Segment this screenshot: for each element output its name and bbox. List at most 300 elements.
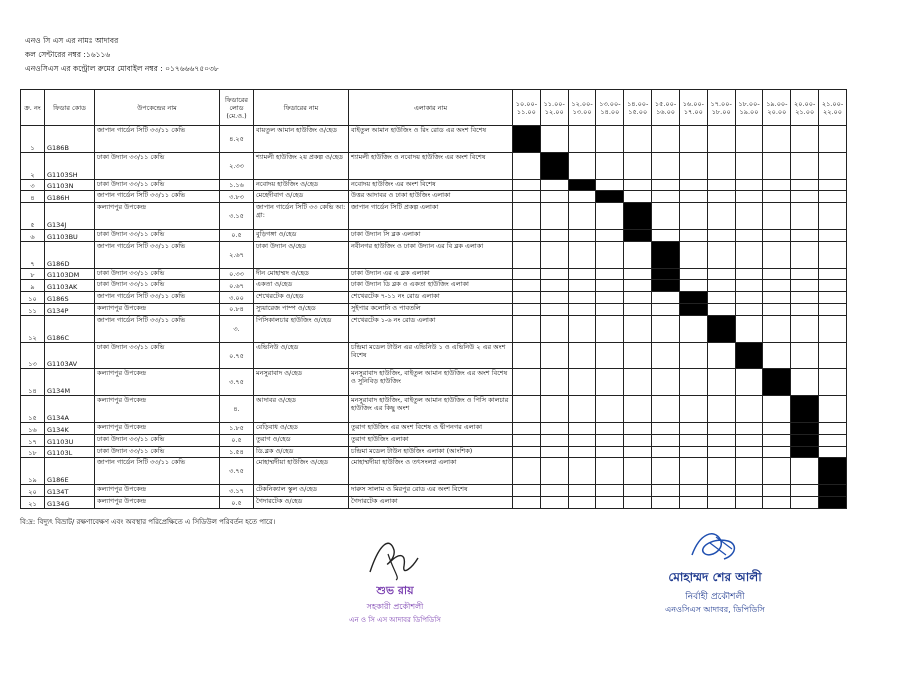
schedule-slot-cell: [707, 203, 735, 230]
schedule-slot-cell: [513, 396, 541, 423]
schedule-slot-cell: [763, 203, 791, 230]
substation-cell: কল্যাণপুর উপকেন্দ্র: [95, 369, 220, 396]
substation-cell: কল্যাণপুর উপকেন্দ্র: [95, 497, 220, 509]
schedule-slot-cell: [540, 304, 568, 316]
schedule-slot-cell: [763, 268, 791, 280]
schedule-slot-cell: [735, 485, 763, 497]
table-row: [21, 342, 847, 369]
schedule-slot-cell: [568, 434, 596, 446]
serial-cell: ১২: [21, 315, 45, 342]
schedule-slot-cell: [791, 315, 819, 342]
schedule-slot-cell: [624, 458, 652, 485]
signatory-designation: নির্বাহী প্রকৌশলী: [685, 592, 745, 602]
schedule-slot-cell: [763, 396, 791, 423]
schedule-slot-cell: [624, 179, 652, 191]
schedule-slot-cell: [568, 342, 596, 369]
schedule-slot-cell: [624, 342, 652, 369]
schedule-slot-cell: [540, 191, 568, 203]
schedule-slot-cell: [819, 229, 847, 241]
feeder-load-cell: ০.৩৩: [220, 268, 254, 280]
schedule-slot-cell: [735, 179, 763, 191]
shedding-slot-filled: [513, 126, 541, 153]
header-slot: ১৪.০০- ১৫.০০: [624, 90, 652, 126]
schedule-slot-cell: [763, 229, 791, 241]
schedule-slot-cell: [763, 315, 791, 342]
schedule-slot-cell: [513, 203, 541, 230]
table-row: [21, 304, 847, 316]
schedule-slot-cell: [513, 292, 541, 304]
serial-cell: ২০: [21, 485, 45, 497]
feeder-load-cell: ০.৭৫: [220, 342, 254, 369]
schedule-slot-cell: [652, 229, 680, 241]
header-area-name: এলাকার নাম: [349, 90, 513, 126]
feeder-load-cell: ১.৮৫: [220, 422, 254, 434]
schedule-slot-cell: [596, 434, 624, 446]
table-row: [21, 152, 847, 179]
header-slot: ১৯.০০- ২০.০০: [763, 90, 791, 126]
schedule-slot-cell: [819, 396, 847, 423]
schedule-slot-cell: [540, 315, 568, 342]
schedule-slot-cell: [596, 342, 624, 369]
feeder-code-cell: G1103DM: [45, 268, 95, 280]
substation-cell: ঢাকা উদ্যান ৩৩/১১ কেভি: [95, 268, 220, 280]
substation-cell: ঢাকা উদ্যান ৩৩/১১ কেভি: [95, 229, 220, 241]
schedule-slot-cell: [679, 485, 707, 497]
schedule-slot-cell: [652, 126, 680, 153]
feeder-load-cell: ০.৮৪: [220, 304, 254, 316]
feeder-code-cell: G186C: [45, 315, 95, 342]
header-slot: ১০.০০- ১১.০০: [513, 90, 541, 126]
schedule-slot-cell: [596, 268, 624, 280]
handwritten-signature: [360, 532, 430, 582]
schedule-slot-cell: [596, 315, 624, 342]
schedule-slot-cell: [652, 203, 680, 230]
schedule-slot-cell: [568, 396, 596, 423]
schedule-slot-cell: [679, 497, 707, 509]
schedule-slot-cell: [568, 315, 596, 342]
feeder-name-cell: জাপান গার্ডেন সিটি ৩৩ কেভি আ: গ্রা:: [254, 203, 349, 230]
schedule-slot-cell: [568, 241, 596, 268]
schedule-slot-cell: [679, 229, 707, 241]
feeder-load-cell: ৩.৭৫: [220, 458, 254, 485]
schedule-slot-cell: [819, 203, 847, 230]
header-control-room: এনওসিএস এর কন্ট্রোল রুমের মোবাইল নম্বর : ০১৭৬৬৬৭৫০৩৮: [25, 64, 219, 73]
signatory-office: এন ও সি এস আদাবর ডিপিডিসি: [349, 616, 441, 624]
schedule-slot-cell: [596, 126, 624, 153]
schedule-slot-cell: [596, 280, 624, 292]
feeder-code-cell: G1103BU: [45, 229, 95, 241]
area-name-cell: শেখেরটেক ৭-১১ নং রোড এলাকা: [349, 292, 513, 304]
schedule-slot-cell: [735, 280, 763, 292]
feeder-name-cell: দীন মোহাম্মদ ও/হেড: [254, 268, 349, 280]
schedule-slot-cell: [819, 152, 847, 179]
schedule-slot-cell: [540, 241, 568, 268]
schedule-slot-cell: [540, 342, 568, 369]
schedule-slot-cell: [763, 497, 791, 509]
schedule-slot-cell: [568, 369, 596, 396]
feeder-code-cell: G1103SH: [45, 152, 95, 179]
header-slot: ১৮.০০- ১৯.০০: [735, 90, 763, 126]
schedule-slot-cell: [735, 446, 763, 458]
schedule-slot-cell: [652, 342, 680, 369]
feeder-name-cell: টেকনিক্যাল স্কুল ও/হেড: [254, 485, 349, 497]
schedule-slot-cell: [652, 497, 680, 509]
serial-cell: ৬: [21, 229, 45, 241]
schedule-slot-cell: [819, 369, 847, 396]
schedule-slot-cell: [735, 126, 763, 153]
area-name-cell: দারুস সালাম ও মিরপুর রোড এর অংশ বিশেষ: [349, 485, 513, 497]
substation-cell: ঢাকা উদ্যান ৩৩/১১ কেভি: [95, 434, 220, 446]
feeder-name-cell: ডি.ব্লক ও/হেড: [254, 446, 349, 458]
schedule-slot-cell: [596, 497, 624, 509]
serial-cell: ৫: [21, 203, 45, 230]
schedule-slot-cell: [540, 126, 568, 153]
schedule-slot-cell: [540, 485, 568, 497]
schedule-slot-cell: [707, 446, 735, 458]
feeder-name-cell: বুড়িগঙ্গা ও/হেড: [254, 229, 349, 241]
schedule-slot-cell: [624, 126, 652, 153]
schedule-slot-cell: [707, 485, 735, 497]
shedding-slot-filled: [679, 292, 707, 304]
schedule-slot-cell: [513, 280, 541, 292]
schedule-slot-cell: [624, 292, 652, 304]
schedule-slot-cell: [624, 152, 652, 179]
shedding-slot-filled: [707, 315, 735, 342]
schedule-slot-cell: [568, 268, 596, 280]
schedule-slot-cell: [624, 446, 652, 458]
schedule-slot-cell: [819, 315, 847, 342]
schedule-slot-cell: [791, 497, 819, 509]
feeder-load-cell: ০.৬৭: [220, 280, 254, 292]
schedule-slot-cell: [540, 434, 568, 446]
header-slot: ১৭.০০- ১৮.০০: [707, 90, 735, 126]
serial-cell: ৮: [21, 268, 45, 280]
feeder-load-cell: ১.৫৪: [220, 446, 254, 458]
serial-cell: ১৮: [21, 446, 45, 458]
schedule-slot-cell: [791, 268, 819, 280]
schedule-slot-cell: [513, 369, 541, 396]
schedule-slot-cell: [707, 179, 735, 191]
schedule-slot-cell: [791, 369, 819, 396]
substation-cell: কল্যাণপুর উপকেন্দ্র: [95, 203, 220, 230]
shedding-slot-filled: [819, 458, 847, 485]
area-name-cell: বাইতুল আমান হাউজিং ও রিং রোড এর অংশ বিশেষ: [349, 126, 513, 153]
header-feeder-name: ফিডারের নাম: [254, 90, 349, 126]
schedule-slot-cell: [819, 126, 847, 153]
serial-cell: ২১: [21, 497, 45, 509]
schedule-slot-cell: [568, 485, 596, 497]
shedding-slot-filled: [652, 280, 680, 292]
schedule-slot-cell: [679, 434, 707, 446]
schedule-slot-cell: [819, 280, 847, 292]
feeder-load-cell: ৩.০০: [220, 292, 254, 304]
schedule-slot-cell: [568, 446, 596, 458]
signatory-designation: সহকারী প্রকৌশলী: [366, 602, 424, 611]
feeder-code-cell: G186B: [45, 126, 95, 153]
substation-cell: ঢাকা উদ্যান ৩৩/১১ কেভি: [95, 342, 220, 369]
schedule-slot-cell: [652, 369, 680, 396]
feeder-name-cell: স্যুয়ারেজ পাম্প ও/হেড: [254, 304, 349, 316]
signature-block-assistant-engineer: [315, 532, 475, 626]
signatory-office: এনওসিএস আদাবর, ডিপিডিসি: [665, 605, 765, 614]
shedding-slot-filled: [624, 229, 652, 241]
table-row: [21, 497, 847, 509]
schedule-slot-cell: [652, 191, 680, 203]
serial-cell: ১৪: [21, 369, 45, 396]
substation-cell: জাপান গার্ডেন সিটি ৩৩/১১ কেভি: [95, 126, 220, 153]
schedule-slot-cell: [679, 241, 707, 268]
schedule-slot-cell: [735, 315, 763, 342]
table-row: [21, 179, 847, 191]
feeder-code-cell: G134T: [45, 485, 95, 497]
area-name-cell: জাপান গার্ডেন সিটি প্রকল্প এলাকা: [349, 203, 513, 230]
feeder-load-cell: ৩.: [220, 315, 254, 342]
schedule-slot-cell: [540, 280, 568, 292]
area-name-cell: তুরাগ হাউজিং এর অংশ বিশেষ ও দ্বীপনগর এলাকা: [349, 422, 513, 434]
shedding-slot-filled: [568, 179, 596, 191]
area-name-cell: উত্তর আদাবর ও ঢাকা হাউজিং এলাকা: [349, 191, 513, 203]
feeder-code-cell: G1103U: [45, 434, 95, 446]
schedule-slot-cell: [596, 179, 624, 191]
schedule-slot-cell: [624, 396, 652, 423]
schedule-slot-cell: [568, 152, 596, 179]
schedule-slot-cell: [735, 304, 763, 316]
handwritten-signature: [680, 525, 750, 569]
feeder-code-cell: G134A: [45, 396, 95, 423]
schedule-slot-cell: [679, 369, 707, 396]
substation-cell: কল্যাণপুর উপকেন্দ্র: [95, 304, 220, 316]
schedule-slot-cell: [652, 179, 680, 191]
schedule-slot-cell: [819, 342, 847, 369]
schedule-slot-cell: [513, 485, 541, 497]
schedule-slot-cell: [707, 369, 735, 396]
schedule-slot-cell: [763, 446, 791, 458]
schedule-slot-cell: [707, 458, 735, 485]
schedule-slot-cell: [679, 152, 707, 179]
schedule-slot-cell: [735, 422, 763, 434]
schedule-slot-cell: [596, 241, 624, 268]
schedule-slot-cell: [652, 304, 680, 316]
area-name-cell: ঢাকা উদ্যান ডি ব্লক ও একতা হাউজিং এলাকা: [349, 280, 513, 292]
schedule-slot-cell: [624, 304, 652, 316]
substation-cell: ঢাকা উদ্যান ৩৩/১১ কেভি: [95, 280, 220, 292]
schedule-note: বি:দ্র: বিদ্যুৎ বিভ্রাট/ রক্ষণাবেক্ষণ এবং অবস্থার পরিপ্রেক্ষিতে এ সিডিউল পরিবর্তন হতে পারে।: [20, 518, 276, 526]
schedule-slot-cell: [679, 458, 707, 485]
table-row: [21, 292, 847, 304]
schedule-slot-cell: [819, 179, 847, 191]
schedule-slot-cell: [735, 292, 763, 304]
shedding-slot-filled: [596, 191, 624, 203]
schedule-slot-cell: [513, 434, 541, 446]
table-row: [21, 434, 847, 446]
schedule-slot-cell: [791, 304, 819, 316]
schedule-slot-cell: [596, 369, 624, 396]
header-substation: উপকেন্দ্রের নাম: [95, 90, 220, 126]
feeder-load-cell: ৩.৮৩: [220, 191, 254, 203]
schedule-slot-cell: [513, 268, 541, 280]
table-row: [21, 315, 847, 342]
feeder-load-cell: ৩.১৫: [220, 203, 254, 230]
schedule-slot-cell: [540, 229, 568, 241]
feeder-code-cell: G186H: [45, 191, 95, 203]
serial-cell: ৪: [21, 191, 45, 203]
schedule-slot-cell: [596, 292, 624, 304]
schedule-slot-cell: [513, 191, 541, 203]
schedule-slot-cell: [735, 241, 763, 268]
feeder-name-cell: মোহাম্মদীয়া হাউজিং ও/হেড: [254, 458, 349, 485]
schedule-slot-cell: [791, 458, 819, 485]
schedule-slot-cell: [624, 422, 652, 434]
header-feeder-code: ফিডার কোড: [45, 90, 95, 126]
schedule-slot-cell: [819, 434, 847, 446]
schedule-slot-cell: [513, 458, 541, 485]
schedule-slot-cell: [652, 292, 680, 304]
header-serial: ক্র. নং: [21, 90, 45, 126]
header-call-center: কল সেন্টারের নম্বর :১৬১১৬: [25, 50, 111, 59]
schedule-slot-cell: [568, 292, 596, 304]
schedule-slot-cell: [707, 126, 735, 153]
schedule-slot-cell: [679, 446, 707, 458]
header-slot: ১৫.০০- ১৬.০০: [652, 90, 680, 126]
area-name-cell: শেখেরটেক ১-৬ নং রোড এলাকা: [349, 315, 513, 342]
shedding-slot-filled: [735, 342, 763, 369]
shedding-slot-filled: [791, 446, 819, 458]
feeder-name-cell: ঢাকা উদ্যান ও/হেড: [254, 241, 349, 268]
substation-cell: জাপান গার্ডেন সিটি ৩৩/১১ কেভি: [95, 191, 220, 203]
schedule-slot-cell: [763, 126, 791, 153]
schedule-slot-cell: [679, 179, 707, 191]
shedding-slot-filled: [791, 396, 819, 423]
substation-cell: ঢাকা উদ্যান ৩৩/১১ কেভি: [95, 179, 220, 191]
schedule-slot-cell: [568, 497, 596, 509]
schedule-slot-cell: [735, 497, 763, 509]
feeder-name-cell: শেখেরটেক ও/হেড: [254, 292, 349, 304]
schedule-slot-cell: [652, 152, 680, 179]
schedule-slot-cell: [596, 203, 624, 230]
feeder-load-cell: ০.৫: [220, 497, 254, 509]
feeder-load-cell: ৪.: [220, 396, 254, 423]
schedule-slot-cell: [624, 497, 652, 509]
schedule-slot-cell: [763, 152, 791, 179]
table-row: [21, 422, 847, 434]
schedule-slot-cell: [624, 241, 652, 268]
serial-cell: ১৩: [21, 342, 45, 369]
feeder-load-cell: ২.৩৩: [220, 152, 254, 179]
area-name-cell: সুইপার কলোনি ও পাবতলি: [349, 304, 513, 316]
substation-cell: জাপান গার্ডেন সিটি ৩৩/১১ কেভি: [95, 458, 220, 485]
schedule-slot-cell: [652, 396, 680, 423]
schedule-slot-cell: [513, 342, 541, 369]
header-feeder-load: ফিডারের লোড (মে.ও.): [220, 90, 254, 126]
serial-cell: ১১: [21, 304, 45, 316]
schedule-slot-cell: [679, 422, 707, 434]
schedule-slot-cell: [763, 179, 791, 191]
schedule-slot-cell: [679, 268, 707, 280]
table-row: [21, 203, 847, 230]
shedding-slot-filled: [819, 485, 847, 497]
feeder-name-cell: আদাবর ও/হেড: [254, 396, 349, 423]
schedule-slot-cell: [735, 229, 763, 241]
schedule-slot-cell: [819, 241, 847, 268]
schedule-slot-cell: [791, 126, 819, 153]
table-header-row: [21, 90, 847, 126]
schedule-slot-cell: [735, 191, 763, 203]
schedule-slot-cell: [513, 241, 541, 268]
schedule-slot-cell: [763, 458, 791, 485]
feeder-code-cell: G1103N: [45, 179, 95, 191]
signatory-name: মোহাম্মদ শের আলী: [668, 570, 762, 584]
table-row: [21, 191, 847, 203]
shedding-slot-filled: [763, 369, 791, 396]
feeder-name-cell: শ্যামলী হাউজিং ২য় প্রকল্প ও/হেড: [254, 152, 349, 179]
feeder-code-cell: G186E: [45, 458, 95, 485]
feeder-load-cell: ০.৫: [220, 434, 254, 446]
feeder-code-cell: G134K: [45, 422, 95, 434]
schedule-slot-cell: [819, 446, 847, 458]
schedule-slot-cell: [540, 369, 568, 396]
area-name-cell: চন্দ্রিমা মডেল টাউন হাউজিং এলাকা (আংশিক): [349, 446, 513, 458]
schedule-slot-cell: [735, 458, 763, 485]
schedule-slot-cell: [568, 422, 596, 434]
feeder-load-cell: ১.১৬: [220, 179, 254, 191]
schedule-slot-cell: [624, 268, 652, 280]
schedule-slot-cell: [707, 280, 735, 292]
schedule-slot-cell: [568, 280, 596, 292]
schedule-slot-cell: [735, 203, 763, 230]
feeder-code-cell: G134P: [45, 304, 95, 316]
substation-cell: কল্যাণপুর উপকেন্দ্র: [95, 485, 220, 497]
feeder-load-cell: ৩.৭৫: [220, 369, 254, 396]
header-slot: ২১.০০- ২২.০০: [819, 90, 847, 126]
schedule-slot-cell: [735, 369, 763, 396]
schedule-slot-cell: [596, 152, 624, 179]
schedule-slot-cell: [819, 268, 847, 280]
schedule-slot-cell: [763, 304, 791, 316]
area-name-cell: নবীনগর হাউজিং ও ঢাকা উদ্যান এর বি ব্লক এলাকা: [349, 241, 513, 268]
schedule-slot-cell: [513, 179, 541, 191]
schedule-slot-cell: [568, 191, 596, 203]
table-row: [21, 369, 847, 396]
schedule-slot-cell: [596, 485, 624, 497]
schedule-slot-cell: [763, 342, 791, 369]
feeder-name-cell: তুরাগ ও/হেড: [254, 434, 349, 446]
serial-cell: ১৫: [21, 396, 45, 423]
schedule-slot-cell: [791, 179, 819, 191]
header-noc-name: এনও সি এস এর নামঃ আদাবর: [25, 36, 119, 45]
signatory-name: শুভ রায়: [376, 584, 414, 597]
schedule-slot-cell: [707, 396, 735, 423]
schedule-slot-cell: [679, 126, 707, 153]
shedding-slot-filled: [819, 497, 847, 509]
shedding-slot-filled: [624, 203, 652, 230]
schedule-slot-cell: [679, 203, 707, 230]
serial-cell: ২: [21, 152, 45, 179]
schedule-slot-cell: [596, 396, 624, 423]
substation-cell: জাপান গার্ডেন সিটি ৩৩/১১ কেভি: [95, 241, 220, 268]
serial-cell: ৭: [21, 241, 45, 268]
schedule-slot-cell: [791, 152, 819, 179]
schedule-slot-cell: [679, 315, 707, 342]
schedule-slot-cell: [791, 342, 819, 369]
schedule-slot-cell: [568, 304, 596, 316]
schedule-slot-cell: [540, 203, 568, 230]
feeder-code-cell: G186S: [45, 292, 95, 304]
schedule-slot-cell: [679, 280, 707, 292]
substation-cell: জাপান গার্ডেন সিটি ৩৩/১১ কেভি: [95, 292, 220, 304]
shedding-slot-filled: [791, 434, 819, 446]
schedule-slot-cell: [679, 396, 707, 423]
table-row: [21, 396, 847, 423]
